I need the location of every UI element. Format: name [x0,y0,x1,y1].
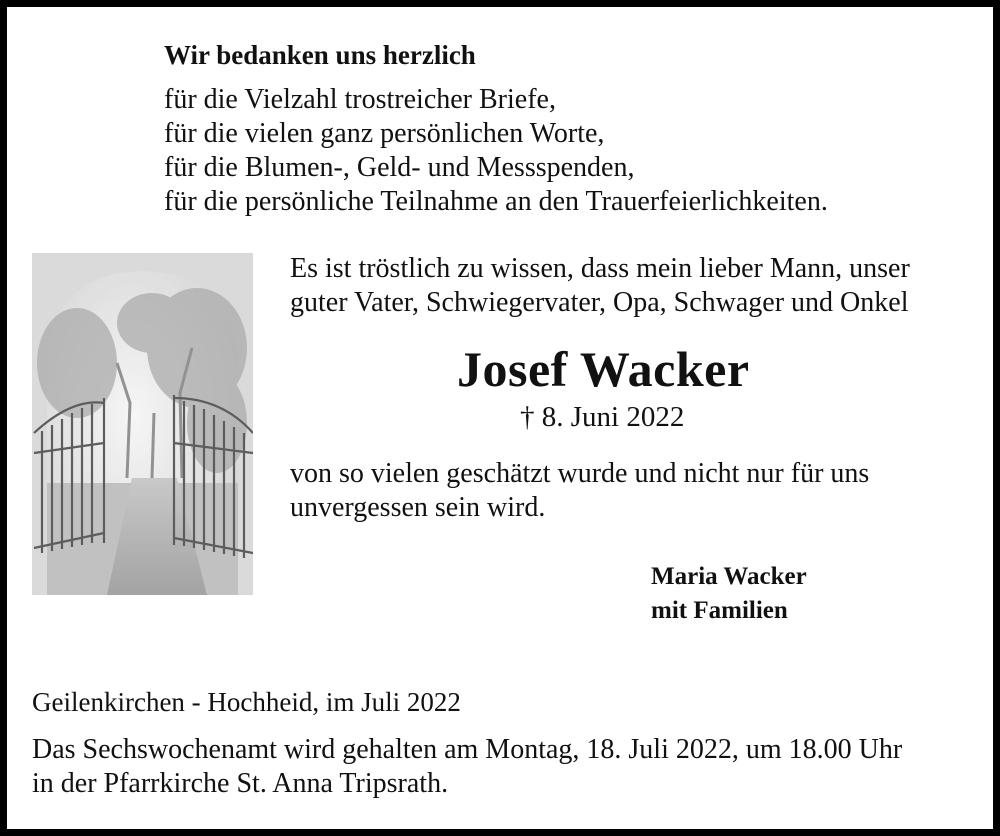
thanks-line-3: für die Blumen-, Geld- und Messspenden, [164,152,635,183]
outro-line-1: von so vielen geschätzt wurde und nicht nur für uns [290,458,870,489]
thanks-line-2: für die vielen ganz persönlichen Worte, [164,118,605,149]
place-date: Geilenkirchen - Hochheid, im Juli 2022 [32,687,461,717]
garden-gate-photo [32,253,253,595]
thanks-title: Wir bedanken uns herzlich [164,40,476,70]
outro-line-2: unvergessen sein wird. [290,492,546,523]
intro-line-1: Es ist tröstlich zu wissen, dass mein lieber Mann, unser [290,253,910,284]
intro-line-2: guter Vater, Schwiegervater, Opa, Schwager und Onkel [290,287,909,318]
deceased-name: Josef Wacker [457,341,750,397]
signature-family: mit Familien [651,597,788,624]
death-date: † 8. Juni 2022 [520,401,685,433]
thanks-line-4: für die persönliche Teilnahme an den Trauerfeierlichkeiten. [164,186,828,217]
thanks-line-1: für die Vielzahl trostreicher Briefe, [164,84,556,115]
signature-name: Maria Wacker [651,563,807,590]
notice-line-1: Das Sechswochenamt wird gehalten am Montag, 18. Juli 2022, um 18.00 Uhr [32,734,903,765]
notice-line-2: in der Pfarrkirche St. Anna Tripsrath. [32,768,449,799]
